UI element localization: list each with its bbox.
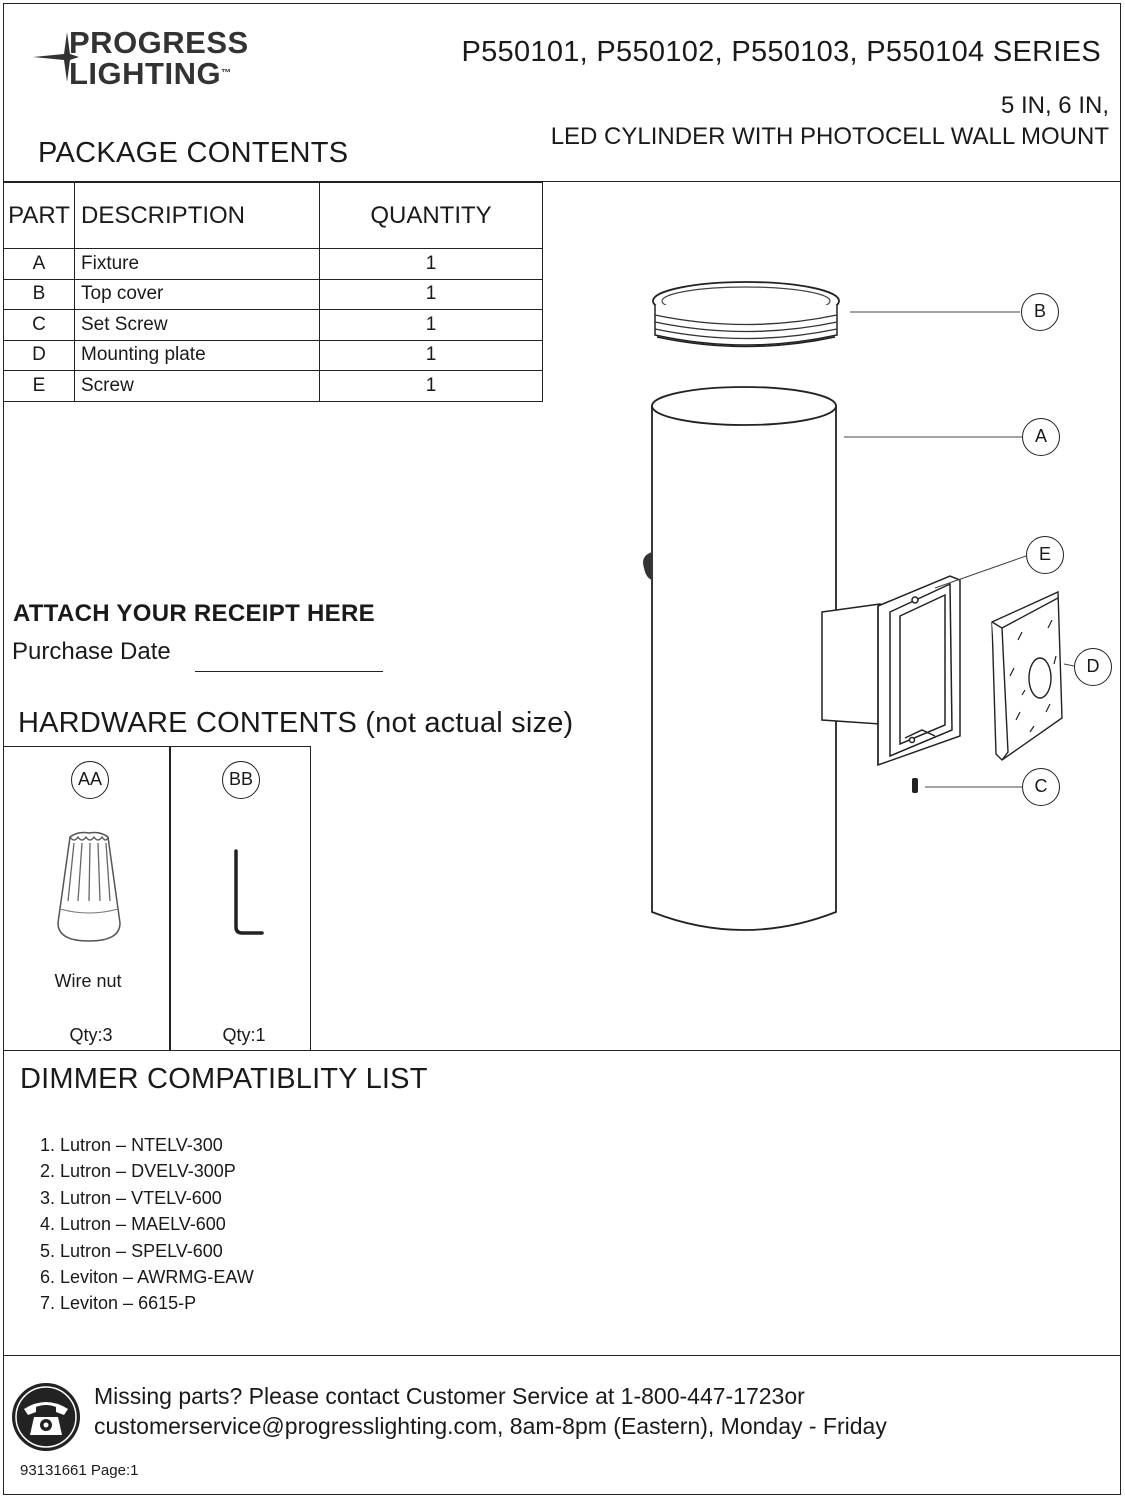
wire-nut-icon bbox=[56, 831, 122, 943]
list-item: 2. Lutron – DVELV-300P bbox=[40, 1161, 236, 1182]
part-quantity: 1 bbox=[320, 340, 543, 371]
purchase-date-line bbox=[195, 671, 383, 672]
hardware-qty: Qty:3 bbox=[69, 1025, 113, 1045]
table-row bbox=[4, 340, 543, 371]
dimmer-list bbox=[40, 1132, 254, 1317]
part-id: B bbox=[4, 279, 75, 310]
diagram-label-e: E bbox=[1026, 536, 1064, 574]
table-row bbox=[4, 279, 543, 310]
diagram-label-a: A bbox=[1022, 418, 1060, 456]
product-subtitle: LED CYLINDER WITH PHOTOCELL WALL MOUNT bbox=[550, 123, 1109, 150]
set-screw-drawing bbox=[912, 778, 918, 793]
part-description: Top cover bbox=[75, 279, 320, 310]
diagram-label-b: B bbox=[1021, 293, 1059, 331]
hardware-id-label: BB bbox=[222, 761, 260, 799]
logo-line-2: LIGHTING bbox=[69, 56, 222, 91]
list-item: 5. Lutron – SPELV-600 bbox=[40, 1240, 223, 1261]
part-quantity: 1 bbox=[320, 279, 543, 310]
list-item: 1. Lutron – NTELV-300 bbox=[40, 1135, 223, 1155]
part-quantity: 1 bbox=[320, 371, 543, 402]
hardware-contents-title: HARDWARE CONTENTS (not actual size) bbox=[18, 707, 574, 739]
list-item: 7. Leviton – 6615-P bbox=[40, 1293, 197, 1314]
receipt-title: ATTACH YOUR RECEIPT HERE bbox=[13, 600, 375, 627]
dimmer-title: DIMMER COMPATIBLITY LIST bbox=[20, 1063, 428, 1095]
package-contents-title: PACKAGE CONTENTS bbox=[38, 137, 349, 169]
hardware-item-bb bbox=[169, 746, 311, 1051]
list-item: 6. Leviton – AWRMG-EAW bbox=[40, 1267, 254, 1288]
logo-tm: ™ bbox=[221, 68, 232, 79]
contact-line-1: Missing parts? Please contact Customer Service at 1-800-447-1723or bbox=[94, 1383, 805, 1409]
table-header-row bbox=[4, 183, 543, 249]
dimmer-divider bbox=[3, 1050, 1121, 1051]
part-quantity: 1 bbox=[320, 249, 543, 280]
part-description: Fixture bbox=[75, 249, 320, 280]
part-description: Mounting plate bbox=[75, 340, 320, 371]
telephone-icon bbox=[10, 1381, 82, 1453]
col-part: PART bbox=[4, 183, 75, 249]
document-number: 93131661 Page:1 bbox=[20, 1462, 139, 1479]
top-cover-drawing bbox=[653, 282, 839, 347]
col-quantity: QUANTITY bbox=[320, 183, 543, 249]
part-id: A bbox=[4, 249, 75, 280]
table-row bbox=[4, 310, 543, 341]
diagram-label-d: D bbox=[1074, 648, 1112, 686]
part-id: C bbox=[4, 310, 75, 341]
mounting-bracket-drawing bbox=[822, 576, 960, 765]
table-row bbox=[4, 249, 543, 280]
progress-lighting-logo bbox=[33, 26, 283, 96]
hardware-item-aa bbox=[3, 746, 171, 1051]
part-id: D bbox=[4, 340, 75, 371]
exploded-diagram bbox=[600, 270, 1100, 950]
part-description: Set Screw bbox=[75, 310, 320, 341]
table-row bbox=[4, 371, 543, 402]
hardware-name: Wire nut bbox=[54, 971, 122, 991]
part-quantity: 1 bbox=[320, 310, 543, 341]
list-item: 3. Lutron – VTELV-600 bbox=[40, 1187, 222, 1208]
mounting-plate-drawing bbox=[992, 592, 1062, 760]
col-description: DESCRIPTION bbox=[75, 183, 320, 249]
purchase-date-label: Purchase Date bbox=[12, 638, 171, 665]
allen-key-icon bbox=[230, 847, 266, 937]
contact-line-2: customerservice@progresslighting.com, 8am-8pm (Eastern), Monday - Friday bbox=[94, 1413, 887, 1439]
list-item: 4. Lutron – MAELV-600 bbox=[40, 1214, 226, 1235]
series-title: P550101, P550102, P550103, P550104 SERIES bbox=[461, 36, 1101, 68]
hardware-qty: Qty:1 bbox=[222, 1025, 266, 1045]
footer-divider bbox=[3, 1355, 1121, 1356]
parts-table bbox=[3, 182, 543, 402]
part-description: Screw bbox=[75, 371, 320, 402]
logo-line-1: PROGRESS bbox=[69, 25, 249, 60]
hardware-id-label: AA bbox=[71, 761, 109, 799]
diagram-label-c: C bbox=[1022, 768, 1060, 806]
sizes-label: 5 IN, 6 IN, bbox=[1000, 92, 1109, 119]
part-id: E bbox=[4, 371, 75, 402]
fixture-cylinder-drawing bbox=[643, 387, 836, 930]
